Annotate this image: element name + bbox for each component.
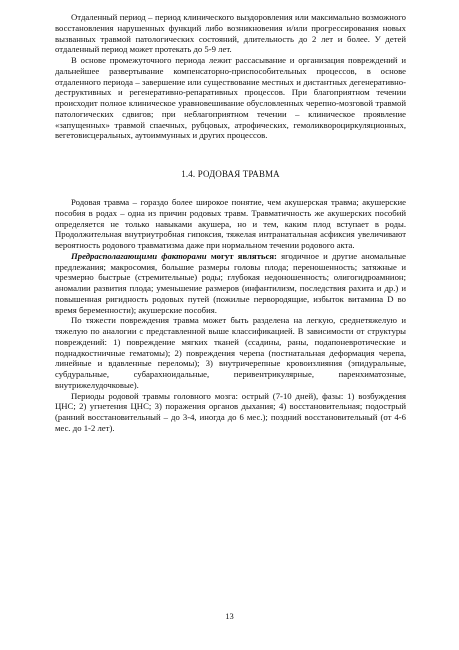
paragraph-predisposing-factors	[55, 251, 406, 316]
page-number: 13	[225, 611, 234, 621]
paragraph-late-period: Отдаленный период – период клинического выздоровления или максимально возможного восстановления нарушенных функций либо возникновения и/или прогрессирования новых вызванных травмой патологических состояний, длительность до 2 лет и более. У детей отдаленный период может протекать до 5-9 лет.	[55, 12, 406, 55]
paragraph-severity-classification: По тяжести повреждения травма может быть разделена на легкую, среднетяжелую и тяжелую по аналогии с представленной выше классификацией. В зависимости от структуры повреждений: 1) повреждение мягких тканей (ссадины, раны, подапоневротические и поднадкостничные гематомы); 2) повреждения черепа (постнатальная деформация черепа, линейные и вдавленные переломы); 3) внутричерепные кровоизлияния (эпидуральные, субдуральные, субарахноидальные, перивентрикулярные, паренхиматозные, внутрижелудочковые).	[55, 315, 406, 390]
paragraph-trauma-periods: Периоды родовой травмы головного мозга: острый (7-10 дней), фазы: 1) возбуждения ЦНС; 2) угнетения ЦНС; 3) поражения органов дыхания; 4) восстановительная; подострый (ранний восстановительный – до 3-4, иногда до 6 мес.); поздний восстановительный (от 4-6 мес. до 1-2 лет).	[55, 390, 406, 433]
paragraph-birth-trauma-definition: Родовая травма – гораздо более широкое понятие, чем акушерская травма; акушерские пособия в родах – одна из причин родовых травм. Травматичность же акушерских пособий определяется не только навыками акушера, но и тем, каким плод вступает в роды. Продолжительная внутриутробная гипоксия, тяжелая интранатальная асфиксия увеличивают вероятность родового травматизма даже при нормальном течении родового акта.	[55, 197, 406, 250]
factors-lead-term: Предрасполагающими факторами	[71, 250, 207, 261]
factors-lead-tail: могут являться:	[206, 250, 277, 261]
factors-text: ягодичное и другие аномальные предлежания; макросомия, большие размеры головы плода; переношенность; затяжные и чрезмерно быстрые (стремительные) роды; глубокая недоношенность; олигогидроамнион; аномалии развития плода; уменьшение размеров (инфантилизм, последствия рахита и др.) и повышенная ригидность родовых путей (пожилые первородящие, избыток витамина D во время беременности); акушерские пособия.	[55, 250, 407, 315]
paragraph-intermediate-period: В основе промежуточного периода лежит рассасывание и организация повреждений и дальнейшее развертывание компенсаторно-приспособительных процессов, в основе отдаленного периода – завершение или существование местных и дистантных дегенеративно-деструктивных и регенеративно-репаративных процессов. При благоприятном течении происходит полное клиническое уравновешивание обусловленных черепно-мозговой травмой патологических сдвигов; при неблагоприятном течении – клиническое проявление «запущенных» травмой спаечных, рубцовых, атрофических, гемоликвороциркуляционных, вегетовисцеральных, аутоиммунных и других процессов.	[55, 55, 406, 141]
section-heading: 1.4. РОДОВАЯ ТРАВМА	[181, 169, 280, 179]
